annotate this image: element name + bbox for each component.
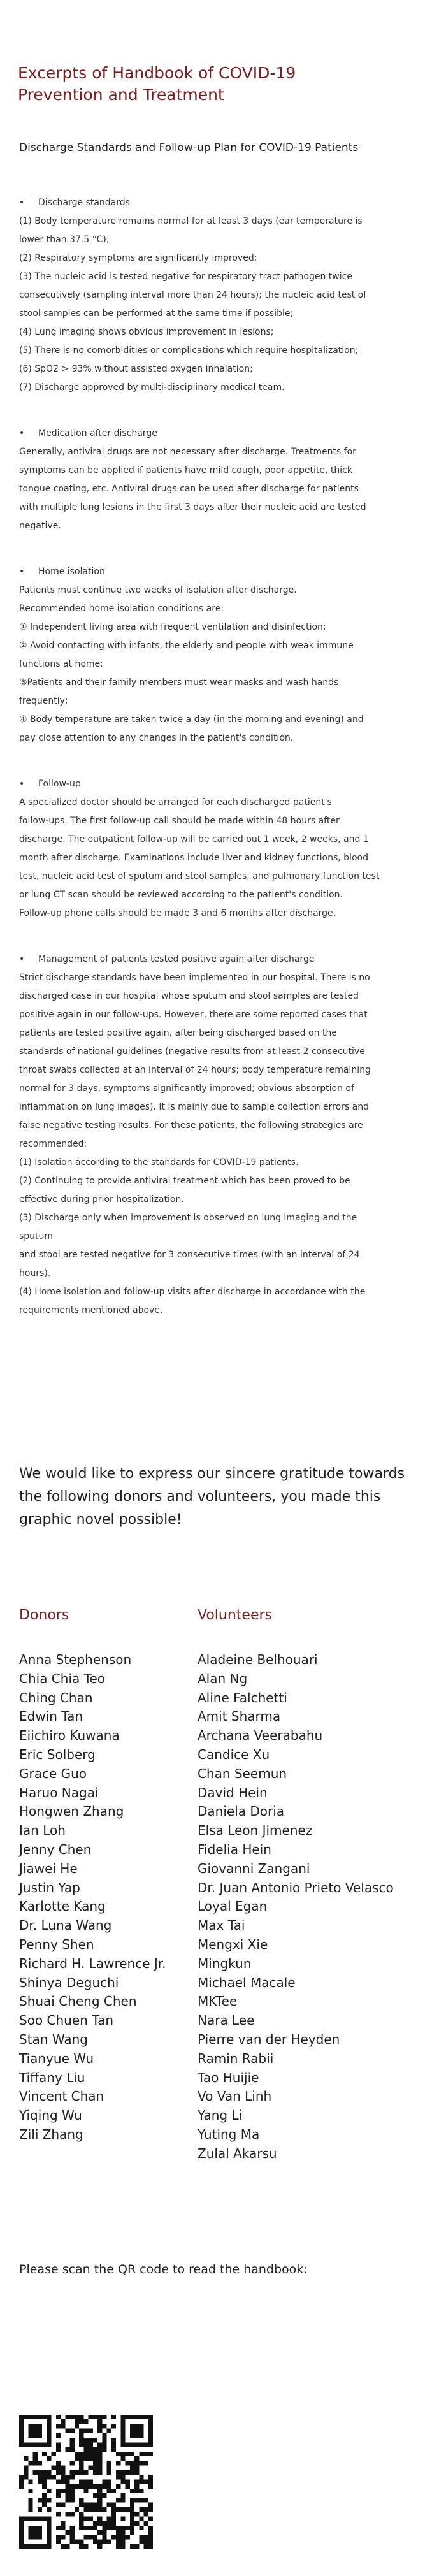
section-line: ② Avoid contacting with infants, the elderly and people with weak immune	[19, 640, 354, 651]
donor-name: Tiffany Liu	[19, 2069, 85, 2085]
section-heading	[19, 563, 428, 581]
donor-name: Edwin Tan	[19, 1709, 83, 1725]
volunteer-name: Loyal Egan	[198, 1899, 268, 1914]
volunteer-name: Amit Sharma	[198, 1709, 281, 1725]
section-line: positive again in our follow-ups. However, there are some reported cases that	[19, 1009, 368, 1020]
section-line: (2) Respiratory symptoms are significantly improved;	[19, 253, 257, 263]
section-heading	[19, 775, 428, 793]
volunteer-name: MKTee	[198, 1994, 238, 2009]
section-line: inflammation on lung images). It is mainly due to sample collection errors and	[19, 1102, 369, 1112]
donor-name: Penny Shen	[19, 1936, 94, 1952]
section-line: A specialized doctor should be arranged for each discharged patient's	[19, 797, 332, 807]
section-line: test, nucleic acid test of sputum and stool samples, and pulmonary function test	[19, 871, 380, 881]
volunteer-name: Aladeine Belhouari	[198, 1652, 318, 1667]
section-line: (4) Home isolation and follow-up visits after discharge in accordance with the	[19, 1287, 366, 1297]
section-heading-text: Follow-up	[38, 779, 81, 789]
donor-name: Anna Stephenson	[19, 1652, 132, 1667]
volunteer-name: Max Tai	[198, 1918, 245, 1934]
bullet-icon: •	[19, 779, 25, 789]
section-heading	[19, 950, 428, 969]
section-line: Follow-up phone calls should be made 3 and 6 months after discharge.	[19, 908, 336, 918]
volunteer-name: Michael Macale	[198, 1974, 296, 1990]
section-line: negative.	[19, 521, 61, 531]
donor-name: Zili Zhang	[19, 2126, 83, 2142]
donor-name: Dr. Luna Wang	[19, 1918, 112, 1934]
volunteer-name: Elsa Leon Jimenez	[198, 1823, 313, 1839]
donor-name: Shuai Cheng Chen	[19, 1994, 137, 2009]
section-line: ④ Body temperature are taken twice a day (in the morning and evening) and	[19, 714, 364, 725]
section-heading-text: Medication after discharge	[38, 428, 157, 438]
section-line: discharge. The outpatient follow-up will be carried out 1 week, 2 weeks, and 1	[19, 834, 369, 844]
volunteer-name: Yang Li	[198, 2108, 243, 2124]
volunteer-name: Nara Lee	[198, 2013, 255, 2029]
section-line: functions at home;	[19, 659, 103, 669]
section-line: Generally, antiviral drugs are not necessary after discharge. Treatments for	[19, 447, 356, 457]
section-line: frequently;	[19, 696, 68, 706]
section-line: patients are tested positive again, after being discharged based on the	[19, 1028, 337, 1038]
volunteer-name: Vo Van Linh	[198, 2088, 272, 2104]
section-line: (6) SpO2 > 93% without assisted oxygen inhalation;	[19, 364, 253, 374]
donor-name: Jiawei He	[19, 1860, 78, 1876]
section-line: sputum	[19, 1231, 54, 1241]
bullet-icon: •	[19, 198, 25, 208]
section-line: false negative testing results. For these patients, the following strategies are	[19, 1120, 363, 1131]
donor-name: Haruo Nagai	[19, 1784, 99, 1800]
section-line: throat swabs collected at an interval of 24 hours; body temperature remaining	[19, 1065, 371, 1075]
section-heading	[19, 194, 428, 212]
donor-name: Richard H. Lawrence Jr.	[19, 1955, 166, 1971]
section-heading-text: Home isolation	[38, 567, 105, 577]
section-line: (1) Isolation according to the standards for COVID-19 patients.	[19, 1157, 299, 1168]
donor-name: Karlotte Kang	[19, 1899, 106, 1914]
donor-name: Shinya Deguchi	[19, 1974, 119, 1990]
volunteer-name: Archana Veerabahu	[198, 1728, 323, 1744]
section-heading-text: Management of patients tested positive again after discharge	[38, 954, 315, 964]
section-line: Recommended home isolation conditions are:	[19, 604, 224, 614]
section-line: hours).	[19, 1268, 51, 1278]
donor-name: Vincent Chan	[19, 2088, 104, 2104]
volunteer-name: Mengxi Xie	[198, 1936, 268, 1952]
donor-name: Eric Solberg	[19, 1746, 96, 1762]
section-line: discharged case in our hospital whose sputum and stool samples are tested	[19, 991, 359, 1001]
donors-heading: Donors	[19, 1607, 69, 1623]
section-line: pay close attention to any changes in the patient's condition.	[19, 733, 294, 743]
section-line: (1) Body temperature remains normal for at least 3 days (ear temperature is	[19, 216, 363, 226]
section-line: ③Patients and their family members must wear masks and wash hands	[19, 677, 339, 688]
donor-name: Hongwen Zhang	[19, 1804, 124, 1820]
bullet-icon: •	[19, 428, 25, 438]
volunteer-name: Mingkun	[198, 1955, 252, 1971]
qr-code-icon[interactable]	[19, 2415, 153, 2549]
bullet-icon: •	[19, 954, 25, 964]
qr-prompt: Please scan the QR code to read the handbook:	[19, 2262, 308, 2276]
page-title: Excerpts of Handbook of COVID-19 Prevention and Treatment	[18, 64, 296, 104]
section-line: with multiple lung lesions in the first 3 days after their nucleic acid are tested	[19, 502, 366, 512]
section-line: Strict discharge standards have been implemented in our hospital. There is no	[19, 973, 370, 983]
section-line: Patients must continue two weeks of isolation after discharge.	[19, 585, 297, 595]
section-line: effective during prior hospitalization.	[19, 1194, 184, 1205]
section-line: and stool are tested negative for 3 consecutive times (with an interval of 24	[19, 1250, 360, 1260]
section-0	[19, 194, 428, 397]
donor-name: Tianyue Wu	[19, 2050, 94, 2066]
donor-name: Justin Yap	[19, 1879, 80, 1895]
donor-name: Ching Chan	[19, 1690, 93, 1705]
section-line: tongue coating, etc. Antiviral drugs can be used after discharge for patients	[19, 484, 359, 494]
volunteer-name: Giovanni Zangani	[198, 1860, 310, 1876]
volunteer-name: Daniela Doria	[198, 1804, 285, 1820]
donor-name: Ian Loh	[19, 1823, 66, 1839]
volunteer-name: Candice Xu	[198, 1746, 270, 1762]
section-line: (2) Continuing to provide antiviral treatment which has been proved to be	[19, 1176, 350, 1186]
donor-name: Grace Guo	[19, 1765, 87, 1781]
volunteer-name: Alan Ng	[198, 1670, 248, 1686]
section-line: (7) Discharge approved by multi-disciplinary medical team.	[19, 382, 285, 393]
section-2	[19, 563, 428, 748]
section-line: requirements mentioned above.	[19, 1305, 163, 1315]
section-line: symptoms can be applied if patients have mild cough, poor appetite, thick	[19, 465, 352, 475]
donor-name: Chia Chia Teo	[19, 1670, 105, 1686]
volunteer-name: Ramin Rabii	[198, 2050, 274, 2066]
section-line: (3) The nucleic acid is tested negative for respiratory tract pathogen twice	[19, 271, 352, 282]
section-line: normal for 3 days, symptoms significantly improved; obvious absorption of	[19, 1083, 354, 1094]
section-4	[19, 950, 428, 1320]
volunteer-name: Tao Huijie	[198, 2069, 259, 2085]
section-line: (5) There is no comorbidities or complications which require hospitalization;	[19, 345, 359, 356]
section-heading	[19, 424, 428, 443]
volunteer-name: Dr. Juan Antonio Prieto Velasco	[198, 1879, 394, 1895]
acknowledgement-text: We would like to express our sincere gratitude towards the following donors and volunteers, you made this graphic novel possible!	[19, 1466, 405, 1528]
donor-name: Eiichiro Kuwana	[19, 1728, 120, 1744]
donor-list	[19, 1651, 166, 2145]
section-line: consecutively (sampling interval more than 24 hours); the nucleic acid test of	[19, 290, 367, 300]
section-heading-text: Discharge standards	[38, 198, 130, 208]
sections	[19, 194, 428, 1347]
section-line: (3) Discharge only when improvement is observed on lung imaging and the	[19, 1213, 357, 1223]
bullet-icon: •	[19, 567, 25, 577]
section-line: ① Independent living area with frequent ventilation and disinfection;	[19, 622, 326, 632]
section-line: month after discharge. Examinations include liver and kidney functions, blood	[19, 853, 368, 863]
section-line: standards of national guidelines (negative results from at least 2 consecutive	[19, 1046, 365, 1057]
donor-name: Stan Wang	[19, 2031, 88, 2047]
section-line: recommended:	[19, 1139, 87, 1149]
volunteer-name: Chan Seemun	[198, 1765, 287, 1781]
volunteer-name: Pierre van der Heyden	[198, 2031, 340, 2047]
document-heading: Discharge Standards and Follow-up Plan for COVID-19 Patients	[19, 141, 359, 154]
volunteer-name: Yuting Ma	[198, 2126, 260, 2142]
donor-name: Yiqing Wu	[19, 2108, 82, 2124]
section-3	[19, 775, 428, 923]
section-1	[19, 424, 428, 535]
donor-name: Jenny Chen	[19, 1841, 92, 1857]
section-line: (4) Lung imaging shows obvious improvement in lesions;	[19, 327, 274, 337]
section-line: lower than 37.5 °C);	[19, 235, 110, 245]
volunteer-list	[198, 1651, 394, 2164]
volunteers-heading: Volunteers	[198, 1607, 273, 1623]
volunteer-name: Fidelia Hein	[198, 1841, 271, 1857]
section-line: or lung CT scan should be reviewed according to the patient's condition.	[19, 890, 343, 900]
volunteer-name: David Hein	[198, 1784, 268, 1800]
section-line: follow-ups. The first follow-up call should be made within 48 hours after	[19, 816, 340, 826]
donor-name: Soo Chuen Tan	[19, 2013, 114, 2029]
volunteer-name: Zulal Akarsu	[198, 2145, 277, 2161]
volunteer-name: Aline Falchetti	[198, 1690, 287, 1705]
section-line: stool samples can be performed at the same time if possible;	[19, 308, 294, 319]
